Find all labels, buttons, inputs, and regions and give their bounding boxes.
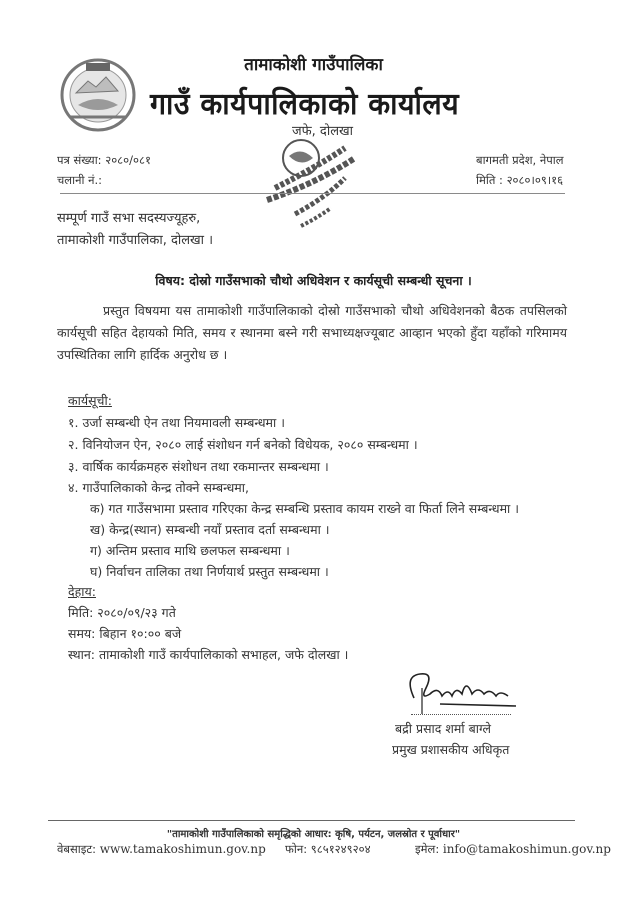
signature <box>400 668 520 714</box>
province: बागमती प्रदेश, नेपाल <box>476 153 564 167</box>
agenda-item: १. उर्जा सम्बन्धी ऐन तथा नियमावली सम्बन्धमा । <box>68 415 285 430</box>
phone-number: ९८५१२४९२०४ <box>310 842 371 856</box>
footer-divider <box>48 820 575 821</box>
email-label: इमेल: <box>415 842 440 856</box>
schedule-venue: स्थान: तामाकोशी गाउँ कार्यपालिकाको सभाहल, जफे दोलखा । <box>68 647 349 662</box>
office-name: गाउँ कार्यपालिकाको कार्यालय <box>150 87 460 122</box>
website-label: वेबसाइट: <box>57 842 97 856</box>
dispatch-number: चलानी नं.: <box>57 173 103 187</box>
municipality-name: तामाकोशी गाउँपालिका <box>244 55 383 75</box>
agenda-subitem: क) गत गाउँसभामा प्रस्ताव गरिएका केन्द्र सम्बन्धि प्रस्ताव कायम राख्ने वा फिर्ता लिने सम्बन्धमा । <box>90 501 520 516</box>
agenda-item: २. विनियोजन ऐन, २०८० लाई संशोधन गर्न बनेको विधेयक, २०८० सम्बन्धमा । <box>68 437 418 452</box>
agenda-item: ३. वार्षिक कार्यक्रमहरु संशोधन तथा रकमान्तर सम्बन्धमा । <box>68 459 329 474</box>
footer-email <box>415 842 611 857</box>
agenda-subitem: घ) निर्वाचन तालिका तथा निर्णयार्थ प्रस्तुत सम्बन्धमा । <box>90 564 329 579</box>
agenda-subitem: ग) अन्तिम प्रस्ताव माथि छलफल सम्बन्धमा । <box>90 543 290 558</box>
agenda-subitem: ख) केन्द्र(स्थान) सम्बन्धी नयाँ प्रस्ताव दर्ता सम्बन्धमा । <box>90 522 330 537</box>
website-link[interactable]: www.tamakoshimun.gov.np <box>99 842 266 856</box>
signature-line <box>411 714 511 715</box>
office-location: जफे, दोलखा <box>292 124 354 139</box>
recipient-line-2: तामाकोशी गाउँपालिका, दोलखा । <box>57 233 214 248</box>
schedule-time: समय: बिहान १०:०० बजे <box>68 626 182 641</box>
footer-phone <box>285 842 371 857</box>
footer-slogan: "तामाकोशी गाउँपालिकाको समृद्धिको आधार: कृषि, पर्यटन, जलस्रोत र पूर्वाधार" <box>166 829 461 840</box>
agenda-item: ४. गाउँपालिकाको केन्द्र तोक्ने सम्बन्धमा, <box>68 480 249 495</box>
office-seal-stamp <box>255 128 375 228</box>
signatory-designation: प्रमुख प्रशासकीय अधिकृत <box>392 742 510 757</box>
subject-line: विषय: दोस्रो गाउँसभाको चौथो अधिवेशन र कार्यसूची सम्बन्धी सूचना । <box>155 273 472 288</box>
email-link[interactable]: info@tamakoshimun.gov.np <box>442 842 611 856</box>
schedule-date: मिति: २०८०/०९/२३ गते <box>68 605 176 620</box>
signatory-name: बद्री प्रसाद शर्मा बाग्ले <box>395 721 491 736</box>
letter-date: मिति : २०८०।०९।१६ <box>476 173 564 187</box>
body-paragraph: प्रस्तुत विषयमा यस तामाकोशी गाउँपालिकाको दोस्रो गाउँसभाको चौथो अधिवेशनको बैठक तपसिलको कार्यसूची सहित देहायको मिति, समय र स्थानमा बस्ने गरी सभाध्यक्षज्यूबाट आव्हान भएको हुँदा यहाँको गरिमामय उपस्थितिका लागि हार्दिक अनुरोध छ । <box>57 303 567 362</box>
footer-website <box>57 842 266 857</box>
agenda-heading: कार्यसूची: <box>68 393 112 408</box>
header-divider <box>60 193 565 194</box>
reference-number: पत्र संख्या: २०८०/०८१ <box>57 153 151 167</box>
schedule-heading: देहाय: <box>68 584 96 599</box>
recipient-line-1: सम्पूर्ण गाउँ सभा सदस्यज्यूहरु, <box>57 211 201 226</box>
phone-label: फोन: <box>285 842 308 856</box>
